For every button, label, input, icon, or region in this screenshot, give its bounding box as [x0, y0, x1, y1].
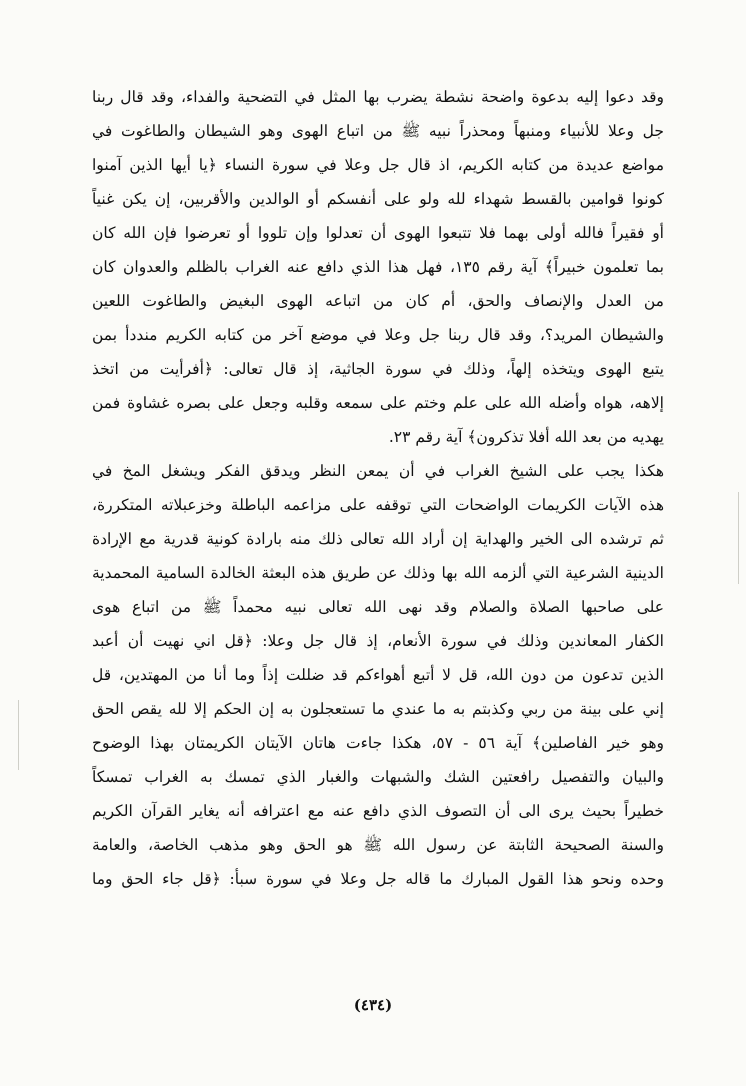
- text-line: الدينية الشرعية التي ألزمه الله بها وذلك عن طريق هذه البعثة الخالدة السامية المحمدية: [92, 564, 664, 582]
- text-line: والسنة الصحيحة الثابتة عن رسول الله ﷺ هو الحق وهو مذهب الخاصة، والعامة: [92, 836, 664, 854]
- scan-edge-mark: [18, 700, 19, 770]
- text-line: من العدل والإنصاف والحق، أم كان من اتباعه الهوى البغيض والطاغوت اللعين: [92, 292, 664, 310]
- text-line: بما تعلمون خبيراً﴾ آية رقم ١٣٥، فهل هذا الذي دافع عنه الغراب بالظلم والعدوان كان: [92, 258, 664, 276]
- text-line: يهديه من بعد الله أفلا تذكرون﴾ آية رقم ٢٣.: [388, 428, 664, 446]
- text-line: جل وعلا للأنبياء ومنبهاً ومحذراً نبيه ﷺ من اتباع الهوى وهو الشيطان والطاغوت في: [92, 122, 664, 140]
- text-line: ثم ترشده الى الخير والهداية إن أراد الله تعالى ذلك منه بارادة كونية قدرية مع الإرادة: [92, 530, 664, 548]
- text-line: الذين تدعون من دون الله، قل لا أتبع أهواءكم قد ضللت إذاً وما أنا من المهتدين، قل: [92, 666, 664, 684]
- arabic-text-body: [92, 80, 664, 896]
- text-line: كونوا قوامين بالقسط شهداء لله ولو على أنفسكم أو الوالدين والأقربين، إن يكن غنياً: [92, 190, 664, 208]
- text-line: إني على بينة من ربي وكذبتم به ما عندي ما تستعجلون به إن الحكم إلا لله يقص الحق: [92, 700, 664, 718]
- text-line: هذه الآيات الكريمات الواضحات التي توقفه على مزاعمه الباطلة وخزعبلاته المتكررة،: [92, 496, 664, 514]
- text-line: وهو خير الفاصلين﴾ آية ٥٦ - ٥٧، هكذا جاءت هاتان الآيتان الكريمتان بهذا الوضوح: [92, 734, 664, 752]
- text-line: هكذا يجب على الشيخ الغراب في أن يمعن النظر ويدقق الفكر ويشغل المخ في: [92, 462, 664, 480]
- text-line: والشيطان المريد؟، وقد قال ربنا جل وعلا في موضع آخر من كتابه الكريم منددأ بمن: [92, 326, 664, 344]
- text-line: مواضع عديدة من كتابه الكريم، اذ قال جل وعلا في سورة النساء ﴿يا أيها الذين آمنوا: [92, 156, 664, 174]
- text-line: على صاحبها الصلاة والصلام وقد نهى الله تعالى نبيه محمداً ﷺ من اتباع هوى: [92, 598, 664, 616]
- text-line: الكفار المعاندين وذلك في سورة الأنعام، إذ قال جل وعلا: ﴿قل اني نهيت أن أعبد: [92, 632, 664, 650]
- text-line: خطيراً بحيث يرى الى أن التصوف الذي دافع عنه مع اعترافه أنه يغاير القرآن الكريم: [92, 802, 664, 820]
- text-line: إلاهه، هواه وأضله الله على علم وختم على سمعه وقلبه وجعل على بصره غشاوة فمن: [92, 394, 664, 412]
- text-line: أو فقيراً فالله أولى بهما فلا تتبعوا الهوى أن تعدلوا وإن تلووا أو تعرضوا فإن الله كان: [92, 224, 664, 242]
- text-line: والبيان والتفصيل رافعتين الشك والشبهات والغبار الذي تمسك به الغراب تمسكاً: [92, 768, 664, 786]
- text-line: وحده ونحو هذا القول المبارك ما قاله جل وعلا في سورة سبأ: ﴿قل جاء الحق وما: [92, 870, 664, 888]
- text-line: يتبع الهوى ويتخذه إلهاً، وذلك في سورة الجاثية، إذ قال تعالى: ﴿أفرأيت من اتخذ: [92, 360, 664, 378]
- scan-edge-mark: [738, 492, 739, 584]
- page-number: (٤٣٤): [353, 996, 393, 1014]
- text-line: وقد دعوا إليه بدعوة واضحة نشطة يضرب بها المثل في التضحية والفداء، وقد قال ربنا: [92, 88, 664, 106]
